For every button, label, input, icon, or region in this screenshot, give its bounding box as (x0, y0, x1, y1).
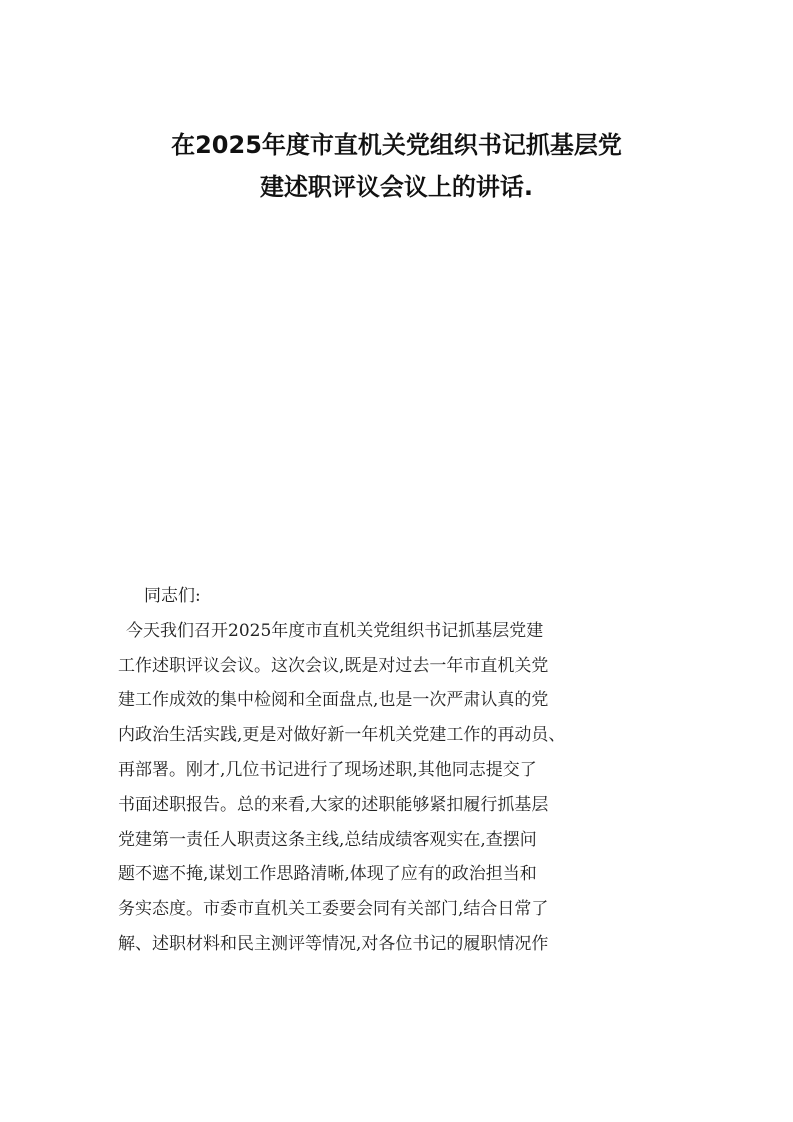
title-line-2: 建述职评议会议上的讲话. (259, 173, 534, 201)
document-title (0, 124, 793, 208)
body-line-4: 内政治生活实践,更是对做好新一年机关党建工作的再动员、 (118, 725, 566, 746)
body-line-1: 今天我们召开2025年度市直机关党组织书记抓基层党建 (126, 620, 544, 641)
body-line-5: 再部署。刚才,几位书记进行了现场述职,其他同志提交了 (118, 759, 537, 780)
document-body (118, 579, 678, 962)
body-line-9: 务实态度。市委市直机关工委要会同有关部门,结合日常了 (118, 899, 549, 920)
body-line-7: 党建第一责任人职责这条主线,总结成绩客观实在,查摆问 (118, 829, 537, 850)
body-line-6: 书面述职报告。总的来看,大家的述职能够紧扣履行抓基层 (118, 794, 549, 815)
title-line-1: 在2025年度市直机关党组织书记抓基层党 (171, 131, 622, 159)
body-line-10: 解、述职材料和民主测评等情况,对各位书记的履职情况作 (118, 933, 549, 954)
body-line-8: 题不遮不掩,谋划工作思路清晰,体现了应有的政治担当和 (118, 864, 537, 885)
body-line-3: 建工作成效的集中检阅和全面盘点,也是一次严肃认真的党 (118, 690, 549, 711)
body-line-2: 工作述职评议会议。这次会议,既是对过去一年市直机关党 (118, 655, 549, 676)
salutation: 同志们: (144, 586, 201, 606)
